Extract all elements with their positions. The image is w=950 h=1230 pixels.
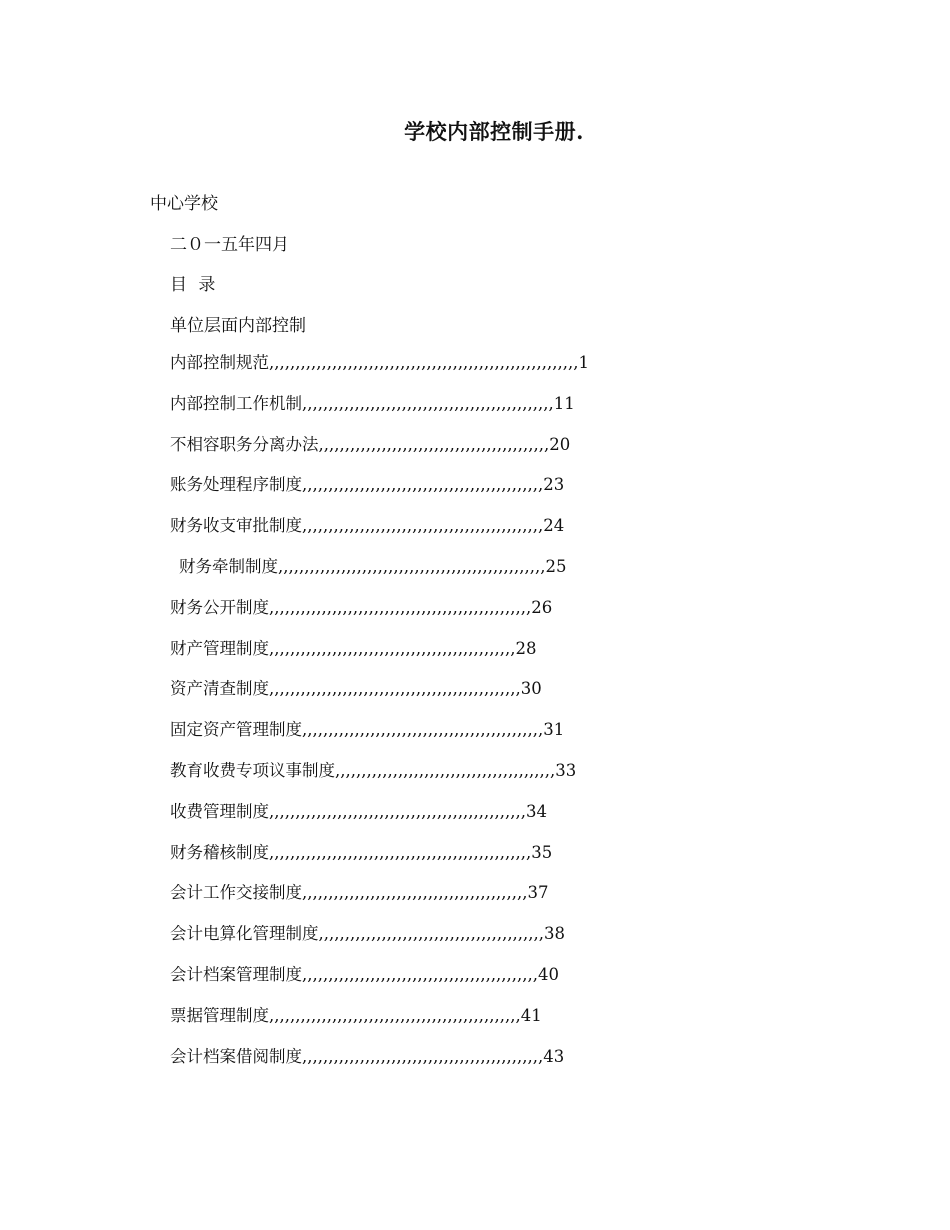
toc-entry: 内部控制工作机制,,,,,,,,,,,,,,,,,,,,,,,,,,,,,,,,,,,,,,,,,,,,,,,,11 <box>170 393 575 413</box>
toc-entry: 不相容职务分离办法,,,,,,,,,,,,,,,,,,,,,,,,,,,,,,,,,,,,,,,,,,,,20 <box>170 434 571 454</box>
document-date: 二０一五年四月 <box>170 235 289 255</box>
toc-entry: 内部控制规范,,,,,,,,,,,,,,,,,,,,,,,,,,,,,,,,,,,,,,,,,,,,,,,,,,,,,,,,,,,1 <box>170 353 589 372</box>
toc-entry: 财务公开制度,,,,,,,,,,,,,,,,,,,,,,,,,,,,,,,,,,,,,,,,,,,,,,,,,,26 <box>170 597 553 617</box>
toc-entry: 会计电算化管理制度,,,,,,,,,,,,,,,,,,,,,,,,,,,,,,,,,,,,,,,,,,,38 <box>170 924 566 944</box>
toc-entry: 财务牵制制度,,,,,,,,,,,,,,,,,,,,,,,,,,,,,,,,,,,,,,,,,,,,,,,,,,,25 <box>179 556 567 576</box>
toc-entry: 财产管理制度,,,,,,,,,,,,,,,,,,,,,,,,,,,,,,,,,,,,,,,,,,,,,,,28 <box>170 638 537 658</box>
toc-entry: 教育收费专项议事制度,,,,,,,,,,,,,,,,,,,,,,,,,,,,,,,,,,,,,,,,,,33 <box>170 760 577 780</box>
toc-entry: 会计档案借阅制度,,,,,,,,,,,,,,,,,,,,,,,,,,,,,,,,,,,,,,,,,,,,,,43 <box>170 1046 565 1066</box>
toc-entry: 固定资产管理制度,,,,,,,,,,,,,,,,,,,,,,,,,,,,,,,,,,,,,,,,,,,,,,31 <box>170 720 565 740</box>
toc-entry: 会计档案管理制度,,,,,,,,,,,,,,,,,,,,,,,,,,,,,,,,,,,,,,,,,,,,,40 <box>170 964 560 984</box>
toc-entry: 会计工作交接制度,,,,,,,,,,,,,,,,,,,,,,,,,,,,,,,,,,,,,,,,,,,37 <box>170 883 549 903</box>
toc-heading: 目 录 <box>170 275 216 295</box>
toc-entry: 收费管理制度,,,,,,,,,,,,,,,,,,,,,,,,,,,,,,,,,,,,,,,,,,,,,,,,,34 <box>170 801 547 821</box>
document-title: 学校内部控制手册. <box>404 119 584 144</box>
toc-entry: 票据管理制度,,,,,,,,,,,,,,,,,,,,,,,,,,,,,,,,,,,,,,,,,,,,,,,,41 <box>170 1005 542 1025</box>
section-heading: 单位层面内部控制 <box>170 316 306 336</box>
school-name: 中心学校 <box>150 194 218 214</box>
toc-entry: 财务稽核制度,,,,,,,,,,,,,,,,,,,,,,,,,,,,,,,,,,,,,,,,,,,,,,,,,,35 <box>170 842 553 862</box>
toc-entry: 财务收支审批制度,,,,,,,,,,,,,,,,,,,,,,,,,,,,,,,,,,,,,,,,,,,,,,24 <box>170 516 565 536</box>
toc-entry: 资产清查制度,,,,,,,,,,,,,,,,,,,,,,,,,,,,,,,,,,,,,,,,,,,,,,,,30 <box>170 679 542 699</box>
toc-entry: 账务处理程序制度,,,,,,,,,,,,,,,,,,,,,,,,,,,,,,,,,,,,,,,,,,,,,,23 <box>170 475 565 495</box>
table-of-contents <box>170 352 589 1086</box>
